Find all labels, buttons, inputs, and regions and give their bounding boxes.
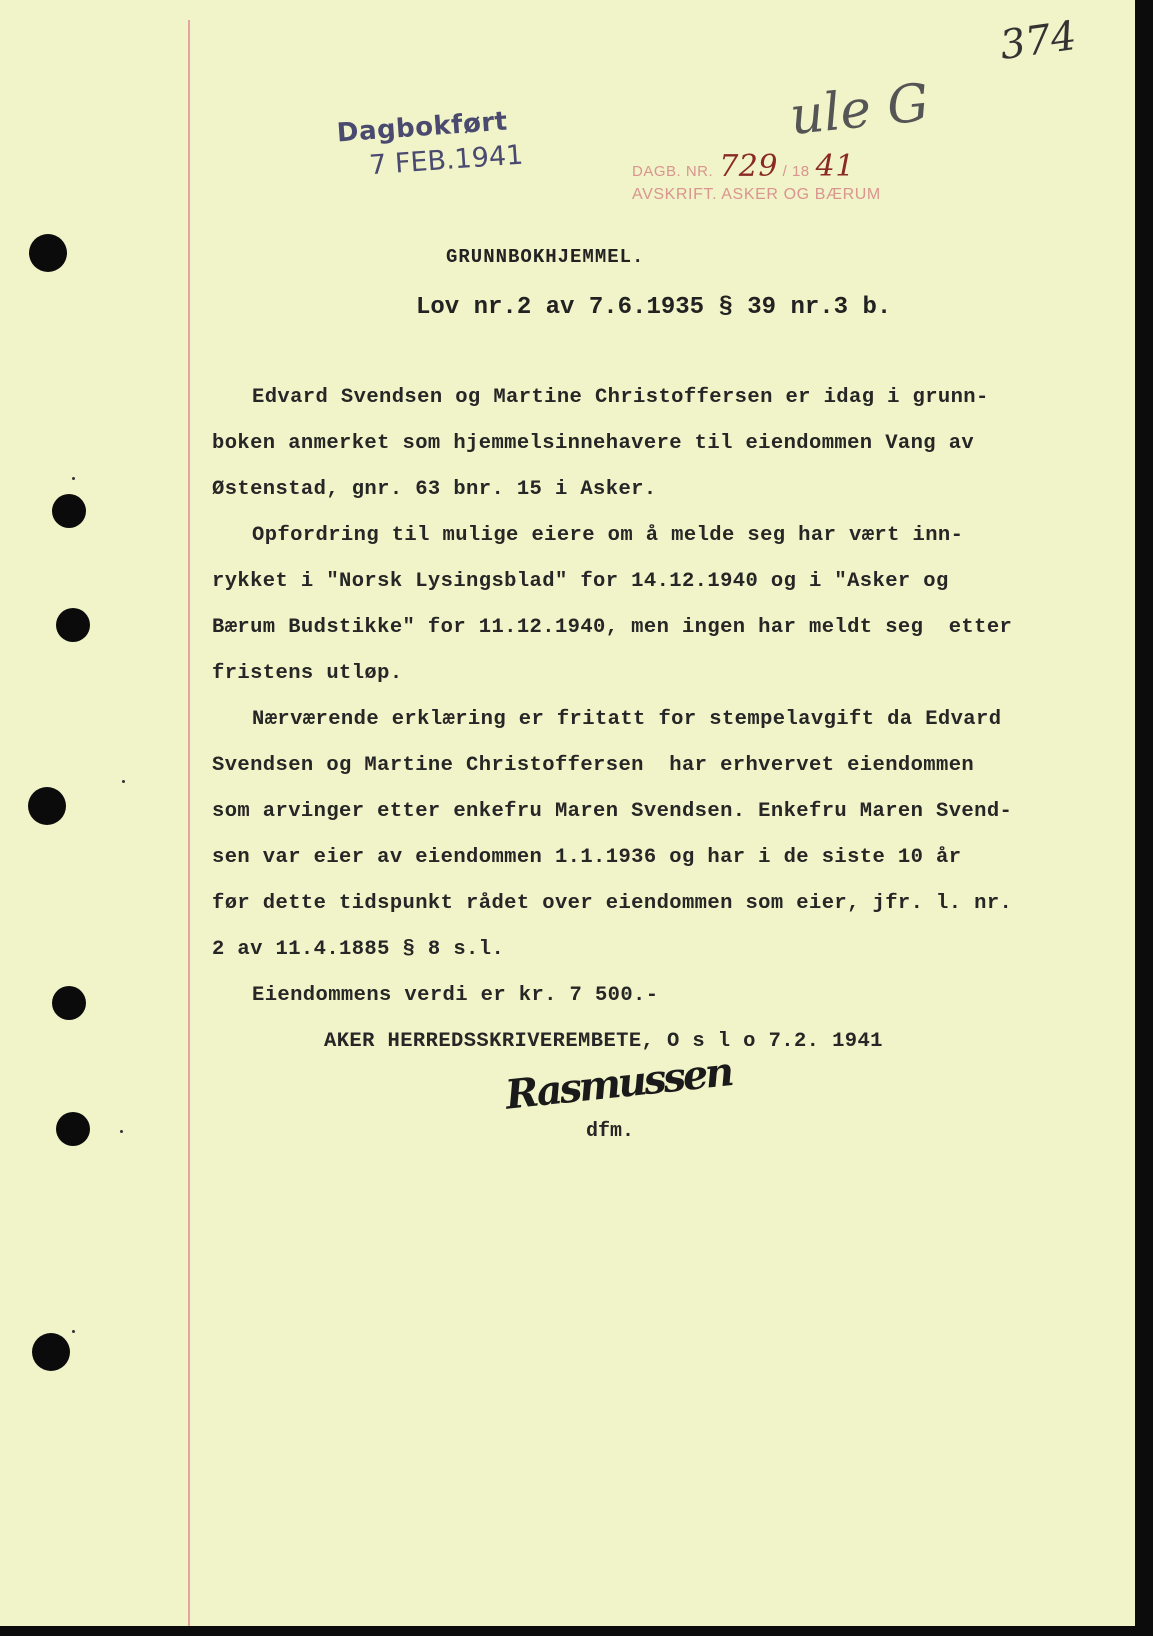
body-line: Opfordring til mulige eiere om å melde seg har vært inn- <box>252 524 964 547</box>
scan-edge <box>1135 0 1153 1636</box>
stamp-avskrift-label: AVSKRIFT. ASKER OG BÆRUM <box>632 186 881 203</box>
office-date-line: AKER HERREDSSKRIVEREMBETE, O s l o 7.2. 1941 <box>324 1030 883 1053</box>
punch-hole <box>52 494 86 528</box>
stamp-year-prefix: / 18 <box>782 163 810 180</box>
page-number: 374 <box>997 12 1080 70</box>
body-line: Svendsen og Martine Christoffersen har erhvervet eiendommen <box>212 754 975 777</box>
body-line: 2 av 11.4.1885 § 8 s.l. <box>212 938 505 961</box>
body-line: Edvard Svendsen og Martine Christoffersen er idag i grunn- <box>252 386 989 409</box>
handwritten-initials: ule G <box>787 72 932 148</box>
margin-rule <box>188 20 190 1626</box>
dagbok-stamp <box>336 106 524 184</box>
body-line: som arvinger etter enkefru Maren Svendsen. Enkefru Maren Svend- <box>212 800 1013 823</box>
body-line: boken anmerket som hjemmelsinnehavere til eiendommen Vang av <box>212 432 975 455</box>
handwritten-signature: Rasmussen <box>503 1048 734 1119</box>
avskrift-stamp <box>632 148 881 204</box>
signature-title: dfm. <box>586 1120 635 1143</box>
document-heading: GRUNNBOKHJEMMEL. <box>446 246 645 268</box>
margin-tick <box>72 477 75 480</box>
punch-hole <box>32 1333 70 1371</box>
dagbok-stamp-label: Dagbokført <box>335 106 509 149</box>
margin-tick <box>120 1130 123 1133</box>
stamp-number: 729 <box>719 149 778 184</box>
scan-edge <box>0 1626 1153 1636</box>
body-line: Nærværende erklæring er fritatt for stempelavgift da Edvard <box>252 708 1002 731</box>
dagbok-stamp-date: 7 FEB.1941 <box>368 139 525 182</box>
body-line: før dette tidspunkt rådet over eiendommen som eier, jfr. l. nr. <box>212 892 1013 915</box>
punch-hole <box>56 1112 90 1146</box>
punch-hole <box>28 787 66 825</box>
margin-tick <box>122 780 125 783</box>
body-line: sen var eier av eiendommen 1.1.1936 og har i de siste 10 år <box>212 846 962 869</box>
margin-tick <box>72 1330 75 1333</box>
stamp-prefix: DAGB. NR. <box>632 163 714 180</box>
body-line: Østenstad, gnr. 63 bnr. 15 i Asker. <box>212 478 657 501</box>
punch-hole <box>56 608 90 642</box>
punch-hole <box>52 986 86 1020</box>
body-line: fristens utløp. <box>212 662 403 685</box>
stamp-year: 41 <box>815 149 855 184</box>
body-line: Eiendommens verdi er kr. 7 500.- <box>252 984 659 1007</box>
body-line: Bærum Budstikke" for 11.12.1940, men ingen har meldt seg etter <box>212 616 1013 639</box>
punch-hole <box>29 234 67 272</box>
body-line: rykket i "Norsk Lysingsblad" for 14.12.1940 og i "Asker og <box>212 570 949 593</box>
document-subheading: Lov nr.2 av 7.6.1935 § 39 nr.3 b. <box>416 294 892 321</box>
